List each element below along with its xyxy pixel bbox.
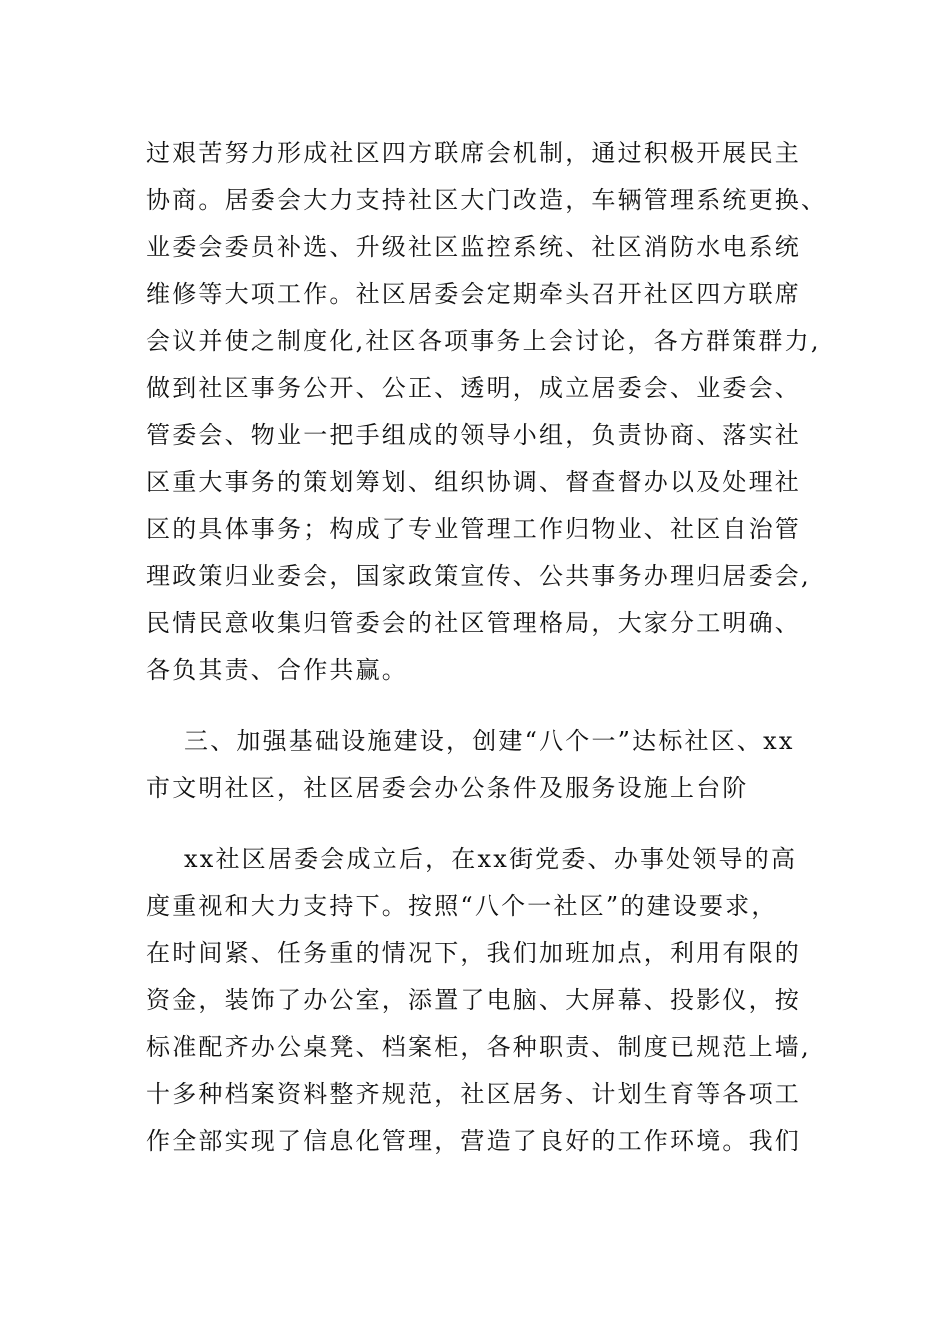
paragraph-line: 做到社区事务公开、公正、透明，成立居委会、业委会、 — [146, 374, 801, 402]
paragraph-spacer — [146, 812, 816, 836]
paragraph-line: 协商。居委会大力支持社区大门改造，车辆管理系统更换、 — [146, 186, 828, 214]
paragraph-line: 管委会、物业一把手组成的领导小组，负责协商、落实社 — [146, 421, 801, 449]
document-body — [146, 130, 828, 1165]
paragraph-line: 在时间紧、任务重的情况下，我们加班加点，利用有限的 — [146, 939, 801, 967]
paragraph-facilities — [146, 836, 816, 1165]
paragraph-line: 作全部实现了信息化管理，营造了良好的工作环境。我们 — [146, 1127, 801, 1155]
paragraph-spacer — [146, 694, 816, 718]
paragraph-line: 度重视和大力支持下。按照“八个一社区”的建设要求， — [146, 892, 778, 920]
paragraph-line: 维修等大项工作。社区居委会定期牵头召开社区四方联席 — [146, 280, 801, 308]
section-heading-3 — [146, 718, 816, 812]
paragraph-line: 资金，装饰了办公室，添置了电脑、大屏幕、投影仪，按 — [146, 986, 801, 1014]
paragraph-line: 理政策归业委会，国家政策宣传、公共事务办理归居委会, — [146, 562, 811, 590]
paragraph-line: xx社区居委会成立后，在xx街党委、办事处领导的高 — [184, 845, 798, 873]
paragraph-line: 区重大事务的策划筹划、组织协调、督查督办以及处理社 — [146, 468, 801, 496]
paragraph-line: 各负其责、合作共赢。 — [146, 656, 408, 684]
paragraph-line: 过艰苦努力形成社区四方联席会机制，通过积极开展民主 — [146, 139, 801, 167]
heading-line: 市文明社区，社区居委会办公条件及服务设施上台阶 — [146, 774, 749, 802]
heading-line: 三、加强基础设施建设，创建“八个一”达标社区、xx — [184, 727, 795, 755]
paragraph-community-mechanism — [146, 130, 828, 694]
paragraph-line: 会议并使之制度化,社区各项事务上会讨论，各方群策群力, — [146, 327, 821, 355]
paragraph-line: 民情民意收集归管委会的社区管理格局，大家分工明确、 — [146, 609, 801, 637]
paragraph-line: 业委会委员补选、升级社区监控系统、社区消防水电系统 — [146, 233, 801, 261]
paragraph-line: 区的具体事务；构成了专业管理工作归物业、社区自治管 — [146, 515, 801, 543]
paragraph-line: 十多种档案资料整齐规范，社区居务、计划生育等各项工 — [146, 1080, 801, 1108]
paragraph-line: 标准配齐办公桌凳、档案柜，各种职责、制度已规范上墙, — [146, 1033, 811, 1061]
